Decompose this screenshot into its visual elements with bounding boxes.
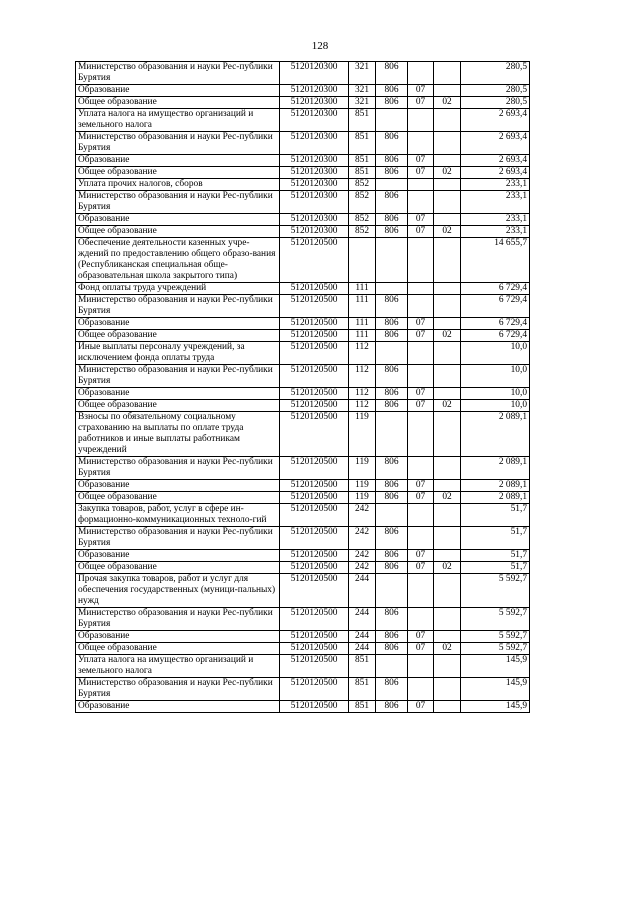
target-article-cell: 5120120500 (280, 412, 349, 457)
target-article-cell: 5120120300 (280, 109, 349, 132)
target-article-cell: 5120120500 (280, 400, 349, 412)
expense-type-cell: 111 (349, 283, 376, 295)
section-cell (408, 179, 434, 191)
amount-cell: 2 693,4 (461, 155, 530, 167)
administrator-code-cell: 806 (376, 631, 408, 643)
expense-type-cell: 244 (349, 631, 376, 643)
subsection-cell (434, 504, 461, 527)
subsection-cell (434, 608, 461, 631)
expense-name-cell: Министерство образования и науки Рес-публики Бурятия (76, 457, 280, 480)
amount-cell: 233,1 (461, 226, 530, 238)
table-row (76, 388, 530, 400)
expense-type-cell: 242 (349, 504, 376, 527)
administrator-code-cell: 806 (376, 492, 408, 504)
table-row (76, 701, 530, 713)
administrator-code-cell (376, 655, 408, 678)
expense-name-cell: Министерство образования и науки Рес-публики Бурятия (76, 191, 280, 214)
table-row (76, 167, 530, 179)
subsection-cell (434, 412, 461, 457)
expense-type-cell: 111 (349, 330, 376, 342)
target-article-cell: 5120120300 (280, 155, 349, 167)
expense-type-cell: 242 (349, 562, 376, 574)
table-row (76, 550, 530, 562)
section-cell: 07 (408, 155, 434, 167)
subsection-cell (434, 191, 461, 214)
expense-type-cell: 111 (349, 295, 376, 318)
table-row (76, 678, 530, 701)
section-cell: 07 (408, 167, 434, 179)
expense-type-cell: 851 (349, 655, 376, 678)
subsection-cell (434, 295, 461, 318)
table-row (76, 295, 530, 318)
expense-type-cell: 851 (349, 132, 376, 155)
expense-type-cell: 244 (349, 608, 376, 631)
table-row (76, 412, 530, 457)
target-article-cell: 5120120500 (280, 608, 349, 631)
section-cell: 07 (408, 492, 434, 504)
expense-type-cell: 851 (349, 167, 376, 179)
table-row (76, 214, 530, 226)
administrator-code-cell: 806 (376, 295, 408, 318)
expense-type-cell: 242 (349, 550, 376, 562)
table-row (76, 179, 530, 191)
section-cell: 07 (408, 480, 434, 492)
expense-type-cell: 321 (349, 97, 376, 109)
amount-cell: 2 089,1 (461, 492, 530, 504)
expense-name-cell: Образование (76, 550, 280, 562)
administrator-code-cell: 806 (376, 85, 408, 97)
amount-cell: 280,5 (461, 62, 530, 85)
expense-type-cell: 119 (349, 457, 376, 480)
amount-cell: 10,0 (461, 400, 530, 412)
expense-type-cell: 321 (349, 85, 376, 97)
amount-cell: 51,7 (461, 562, 530, 574)
table-row (76, 504, 530, 527)
subsection-cell (434, 155, 461, 167)
amount-cell: 2 089,1 (461, 412, 530, 457)
expense-type-cell: 119 (349, 412, 376, 457)
administrator-code-cell: 806 (376, 226, 408, 238)
section-cell (408, 295, 434, 318)
target-article-cell: 5120120500 (280, 480, 349, 492)
table-row (76, 655, 530, 678)
table-row (76, 191, 530, 214)
budget-table-body (76, 62, 530, 713)
amount-cell: 145,9 (461, 678, 530, 701)
subsection-cell (434, 132, 461, 155)
expense-name-cell: Общее образование (76, 562, 280, 574)
subsection-cell (434, 62, 461, 85)
table-row (76, 643, 530, 655)
administrator-code-cell: 806 (376, 191, 408, 214)
expense-name-cell: Фонд оплаты труда учреждений (76, 283, 280, 295)
amount-cell: 6 729,4 (461, 330, 530, 342)
expense-name-cell: Общее образование (76, 226, 280, 238)
subsection-cell: 02 (434, 492, 461, 504)
table-row (76, 574, 530, 608)
section-cell (408, 342, 434, 365)
subsection-cell (434, 318, 461, 330)
section-cell: 07 (408, 388, 434, 400)
subsection-cell: 02 (434, 330, 461, 342)
section-cell (408, 191, 434, 214)
subsection-cell (434, 574, 461, 608)
subsection-cell (434, 388, 461, 400)
table-row (76, 85, 530, 97)
subsection-cell (434, 701, 461, 713)
administrator-code-cell (376, 504, 408, 527)
amount-cell: 5 592,7 (461, 643, 530, 655)
table-row (76, 527, 530, 550)
expense-name-cell: Образование (76, 388, 280, 400)
table-row (76, 608, 530, 631)
subsection-cell (434, 109, 461, 132)
administrator-code-cell: 806 (376, 678, 408, 701)
expense-type-cell: 112 (349, 388, 376, 400)
subsection-cell (434, 342, 461, 365)
administrator-code-cell: 806 (376, 457, 408, 480)
target-article-cell: 5120120500 (280, 342, 349, 365)
subsection-cell: 02 (434, 562, 461, 574)
table-row (76, 318, 530, 330)
section-cell (408, 412, 434, 457)
expense-name-cell: Министерство образования и науки Рес-публики Бурятия (76, 295, 280, 318)
expense-type-cell: 852 (349, 226, 376, 238)
amount-cell: 5 592,7 (461, 574, 530, 608)
expense-type-cell: 112 (349, 365, 376, 388)
administrator-code-cell (376, 109, 408, 132)
administrator-code-cell: 806 (376, 318, 408, 330)
amount-cell: 10,0 (461, 365, 530, 388)
target-article-cell: 5120120500 (280, 330, 349, 342)
amount-cell: 14 655,7 (461, 238, 530, 283)
target-article-cell: 5120120300 (280, 214, 349, 226)
administrator-code-cell (376, 412, 408, 457)
target-article-cell: 5120120500 (280, 504, 349, 527)
target-article-cell: 5120120500 (280, 457, 349, 480)
expense-type-cell: 852 (349, 214, 376, 226)
administrator-code-cell: 806 (376, 97, 408, 109)
administrator-code-cell: 806 (376, 214, 408, 226)
budget-table (75, 61, 530, 713)
expense-name-cell: Общее образование (76, 330, 280, 342)
section-cell: 07 (408, 226, 434, 238)
expense-name-cell: Общее образование (76, 400, 280, 412)
expense-type-cell (349, 238, 376, 283)
expense-type-cell: 119 (349, 480, 376, 492)
section-cell (408, 457, 434, 480)
expense-name-cell: Образование (76, 701, 280, 713)
subsection-cell (434, 283, 461, 295)
expense-type-cell: 244 (349, 643, 376, 655)
target-article-cell: 5120120500 (280, 655, 349, 678)
expense-name-cell: Уплата прочих налогов, сборов (76, 179, 280, 191)
amount-cell: 2 089,1 (461, 457, 530, 480)
expense-name-cell: Министерство образования и науки Рес-публики Бурятия (76, 678, 280, 701)
expense-type-cell: 112 (349, 400, 376, 412)
section-cell: 07 (408, 701, 434, 713)
amount-cell: 6 729,4 (461, 318, 530, 330)
subsection-cell (434, 85, 461, 97)
administrator-code-cell: 806 (376, 330, 408, 342)
target-article-cell: 5120120500 (280, 550, 349, 562)
target-article-cell: 5120120500 (280, 238, 349, 283)
amount-cell: 280,5 (461, 97, 530, 109)
administrator-code-cell (376, 238, 408, 283)
section-cell (408, 283, 434, 295)
amount-cell: 145,9 (461, 701, 530, 713)
administrator-code-cell: 806 (376, 480, 408, 492)
subsection-cell: 02 (434, 226, 461, 238)
table-row (76, 155, 530, 167)
target-article-cell: 5120120500 (280, 643, 349, 655)
table-row (76, 631, 530, 643)
page-number: 128 (311, 40, 329, 52)
section-cell: 07 (408, 214, 434, 226)
expense-type-cell: 321 (349, 62, 376, 85)
expense-name-cell: Образование (76, 85, 280, 97)
administrator-code-cell: 806 (376, 400, 408, 412)
administrator-code-cell: 806 (376, 132, 408, 155)
amount-cell: 10,0 (461, 342, 530, 365)
amount-cell: 6 729,4 (461, 295, 530, 318)
subsection-cell (434, 214, 461, 226)
section-cell (408, 527, 434, 550)
section-cell: 07 (408, 550, 434, 562)
amount-cell: 233,1 (461, 191, 530, 214)
expense-name-cell: Образование (76, 631, 280, 643)
subsection-cell: 02 (434, 97, 461, 109)
amount-cell: 51,7 (461, 504, 530, 527)
expense-name-cell: Обеспечение деятельности казенных учре-ждений по предоставлению общего образо-вания (Республиканская специальная обще-образовательная школа закрытого типа) (76, 238, 280, 283)
section-cell: 07 (408, 643, 434, 655)
section-cell: 07 (408, 85, 434, 97)
section-cell (408, 62, 434, 85)
target-article-cell: 5120120500 (280, 492, 349, 504)
amount-cell: 51,7 (461, 550, 530, 562)
amount-cell: 51,7 (461, 527, 530, 550)
amount-cell: 145,9 (461, 655, 530, 678)
subsection-cell (434, 457, 461, 480)
subsection-cell (434, 655, 461, 678)
subsection-cell (434, 678, 461, 701)
expense-name-cell: Общее образование (76, 492, 280, 504)
expense-name-cell: Министерство образования и науки Рес-публики Бурятия (76, 608, 280, 631)
administrator-code-cell (376, 283, 408, 295)
amount-cell: 2 693,4 (461, 109, 530, 132)
target-article-cell: 5120120500 (280, 318, 349, 330)
expense-name-cell: Взносы по обязательному социальному страхованию на выплаты по оплате труда работников и иные выплаты работникам учреждений (76, 412, 280, 457)
amount-cell: 10,0 (461, 388, 530, 400)
table-row (76, 97, 530, 109)
target-article-cell: 5120120500 (280, 388, 349, 400)
target-article-cell: 5120120300 (280, 62, 349, 85)
target-article-cell: 5120120500 (280, 283, 349, 295)
section-cell (408, 109, 434, 132)
administrator-code-cell: 806 (376, 550, 408, 562)
expense-type-cell: 851 (349, 109, 376, 132)
administrator-code-cell: 806 (376, 608, 408, 631)
section-cell: 07 (408, 318, 434, 330)
target-article-cell: 5120120300 (280, 85, 349, 97)
administrator-code-cell: 806 (376, 562, 408, 574)
amount-cell: 5 592,7 (461, 631, 530, 643)
section-cell (408, 678, 434, 701)
target-article-cell: 5120120500 (280, 365, 349, 388)
section-cell (408, 365, 434, 388)
expense-name-cell: Образование (76, 318, 280, 330)
expense-name-cell: Уплата налога на имущество организаций и земельного налога (76, 109, 280, 132)
subsection-cell (434, 527, 461, 550)
subsection-cell (434, 365, 461, 388)
administrator-code-cell: 806 (376, 62, 408, 85)
target-article-cell: 5120120300 (280, 179, 349, 191)
expense-name-cell: Образование (76, 214, 280, 226)
expense-type-cell: 851 (349, 678, 376, 701)
target-article-cell: 5120120300 (280, 132, 349, 155)
administrator-code-cell: 806 (376, 527, 408, 550)
expense-name-cell: Общее образование (76, 643, 280, 655)
administrator-code-cell: 806 (376, 388, 408, 400)
subsection-cell: 02 (434, 400, 461, 412)
table-row (76, 283, 530, 295)
target-article-cell: 5120120500 (280, 631, 349, 643)
table-row (76, 238, 530, 283)
table-row (76, 480, 530, 492)
administrator-code-cell: 806 (376, 365, 408, 388)
expense-name-cell: Общее образование (76, 97, 280, 109)
amount-cell: 2 089,1 (461, 480, 530, 492)
subsection-cell (434, 550, 461, 562)
administrator-code-cell: 806 (376, 701, 408, 713)
expense-name-cell: Министерство образования и науки Рес-публики Бурятия (76, 132, 280, 155)
expense-name-cell: Иные выплаты персоналу учреждений, за исключением фонда оплаты труда (76, 342, 280, 365)
target-article-cell: 5120120300 (280, 191, 349, 214)
administrator-code-cell: 806 (376, 167, 408, 179)
amount-cell: 233,1 (461, 214, 530, 226)
section-cell: 07 (408, 631, 434, 643)
section-cell (408, 608, 434, 631)
expense-type-cell: 851 (349, 701, 376, 713)
subsection-cell: 02 (434, 643, 461, 655)
target-article-cell: 5120120300 (280, 167, 349, 179)
table-row (76, 109, 530, 132)
section-cell (408, 574, 434, 608)
amount-cell: 280,5 (461, 85, 530, 97)
administrator-code-cell: 806 (376, 643, 408, 655)
section-cell (408, 504, 434, 527)
table-row (76, 492, 530, 504)
section-cell (408, 132, 434, 155)
target-article-cell: 5120120300 (280, 226, 349, 238)
expense-type-cell: 111 (349, 318, 376, 330)
subsection-cell: 02 (434, 167, 461, 179)
expense-name-cell: Министерство образования и науки Рес-публики Бурятия (76, 62, 280, 85)
section-cell: 07 (408, 330, 434, 342)
target-article-cell: 5120120500 (280, 574, 349, 608)
table-row (76, 342, 530, 365)
table-row (76, 226, 530, 238)
amount-cell: 2 693,4 (461, 132, 530, 155)
expense-type-cell: 851 (349, 155, 376, 167)
expense-name-cell: Образование (76, 480, 280, 492)
expense-name-cell: Министерство образования и науки Рес-публики Бурятия (76, 527, 280, 550)
table-row (76, 400, 530, 412)
subsection-cell (434, 179, 461, 191)
target-article-cell: 5120120500 (280, 701, 349, 713)
section-cell (408, 655, 434, 678)
expense-name-cell: Уплата налога на имущество организаций и земельного налога (76, 655, 280, 678)
amount-cell: 5 592,7 (461, 608, 530, 631)
expense-type-cell: 242 (349, 527, 376, 550)
section-cell: 07 (408, 562, 434, 574)
target-article-cell: 5120120300 (280, 97, 349, 109)
section-cell: 07 (408, 97, 434, 109)
administrator-code-cell: 806 (376, 155, 408, 167)
table-row (76, 330, 530, 342)
expense-type-cell: 119 (349, 492, 376, 504)
administrator-code-cell (376, 342, 408, 365)
subsection-cell (434, 631, 461, 643)
target-article-cell: 5120120500 (280, 527, 349, 550)
amount-cell: 2 693,4 (461, 167, 530, 179)
expense-name-cell: Общее образование (76, 167, 280, 179)
expense-type-cell: 852 (349, 191, 376, 214)
expense-name-cell: Министерство образования и науки Рес-публики Бурятия (76, 365, 280, 388)
table-row (76, 365, 530, 388)
table-row (76, 457, 530, 480)
administrator-code-cell (376, 179, 408, 191)
target-article-cell: 5120120500 (280, 678, 349, 701)
target-article-cell: 5120120500 (280, 562, 349, 574)
expense-type-cell: 852 (349, 179, 376, 191)
table-row (76, 62, 530, 85)
expense-type-cell: 112 (349, 342, 376, 365)
amount-cell: 233,1 (461, 179, 530, 191)
section-cell: 07 (408, 400, 434, 412)
table-row (76, 562, 530, 574)
expense-name-cell: Прочая закупка товаров, работ и услуг для обеспечения государственных (муници-пальных) нужд (76, 574, 280, 608)
administrator-code-cell (376, 574, 408, 608)
expense-name-cell: Закупка товаров, работ, услуг в сфере ин-формационно-коммуникационных техноло-гий (76, 504, 280, 527)
expense-type-cell: 244 (349, 574, 376, 608)
expense-name-cell: Образование (76, 155, 280, 167)
section-cell (408, 238, 434, 283)
table-row (76, 132, 530, 155)
amount-cell: 6 729,4 (461, 283, 530, 295)
subsection-cell (434, 238, 461, 283)
target-article-cell: 5120120500 (280, 295, 349, 318)
subsection-cell (434, 480, 461, 492)
